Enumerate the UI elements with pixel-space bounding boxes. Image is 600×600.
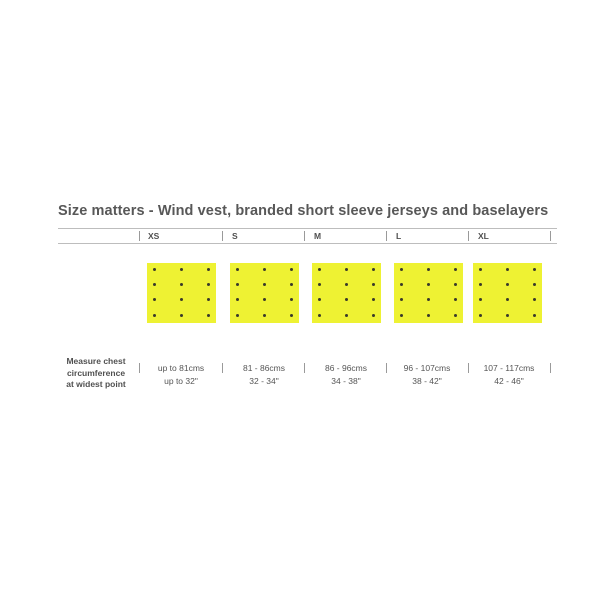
swatch-dot — [263, 283, 266, 286]
swatch-dot — [506, 283, 509, 286]
swatch-dot — [400, 283, 403, 286]
size-label-l: L — [396, 231, 402, 241]
swatch-dot — [263, 268, 266, 271]
size-label-s: S — [232, 231, 238, 241]
swatch-dot — [290, 268, 293, 271]
swatch-xs — [147, 263, 216, 323]
measure-inch: 38 - 42" — [412, 375, 442, 386]
swatch-dot — [318, 298, 321, 301]
swatch-dot — [207, 268, 210, 271]
measure-s — [224, 362, 304, 387]
swatch-dot — [427, 268, 430, 271]
swatch-dot — [454, 298, 457, 301]
header-top-rule — [58, 228, 557, 229]
swatch-dot — [372, 314, 375, 317]
swatch-dot — [236, 268, 239, 271]
swatch-dot — [427, 283, 430, 286]
swatch-dot — [318, 268, 321, 271]
swatch-dot — [180, 268, 183, 271]
swatch-dot — [345, 314, 348, 317]
swatch-dot — [207, 298, 210, 301]
swatch-dot — [454, 283, 457, 286]
swatch-dot — [454, 268, 457, 271]
column-divider — [550, 231, 551, 241]
measure-cm: up to 81cms — [157, 363, 205, 373]
row-divider — [139, 363, 140, 373]
swatch-dot — [153, 283, 156, 286]
swatch-dot — [290, 298, 293, 301]
column-divider — [222, 231, 223, 241]
swatch-dot — [236, 314, 239, 317]
measure-cm: 86 - 96cms — [324, 363, 368, 373]
measure-label — [52, 356, 140, 391]
chart-title: Size matters - Wind vest, branded short sleeve jerseys and baselayers — [58, 203, 549, 219]
swatch-dot — [533, 314, 536, 317]
swatch-dot — [479, 314, 482, 317]
measure-inch: 34 - 38" — [331, 375, 361, 386]
measure-xl — [469, 362, 549, 387]
swatch-dot — [372, 283, 375, 286]
swatch-dot — [236, 283, 239, 286]
size-label-xl: XL — [478, 231, 489, 241]
swatch-dot — [263, 314, 266, 317]
size-label-xs: XS — [148, 231, 160, 241]
swatch-dot — [236, 298, 239, 301]
column-divider — [468, 231, 469, 241]
measure-inch: 32 - 34" — [249, 375, 279, 386]
swatch-dot — [400, 298, 403, 301]
measure-label-line: at widest point — [66, 379, 126, 389]
measure-l — [387, 362, 467, 387]
swatch-dot — [427, 314, 430, 317]
swatch-dot — [400, 314, 403, 317]
swatch-s — [230, 263, 299, 323]
swatch-dot — [533, 283, 536, 286]
column-divider — [139, 231, 140, 241]
swatch-dot — [318, 283, 321, 286]
row-divider — [304, 363, 305, 373]
swatch-dot — [533, 298, 536, 301]
swatch-dot — [345, 298, 348, 301]
swatch-dot — [180, 314, 183, 317]
swatch-xl — [473, 263, 542, 323]
swatch-dot — [372, 298, 375, 301]
swatch-dot — [153, 268, 156, 271]
measure-inch: 42 - 46" — [494, 375, 524, 386]
swatch-dot — [479, 298, 482, 301]
swatch-dot — [345, 268, 348, 271]
measure-label-line: circumference — [66, 367, 126, 378]
swatch-dot — [345, 283, 348, 286]
measure-xs — [141, 362, 221, 387]
column-divider — [304, 231, 305, 241]
row-divider — [550, 363, 551, 373]
swatch-m — [312, 263, 381, 323]
swatch-dot — [180, 298, 183, 301]
swatch-dot — [153, 314, 156, 317]
swatch-dot — [207, 283, 210, 286]
swatch-dot — [290, 283, 293, 286]
swatch-dot — [290, 314, 293, 317]
swatch-dot — [479, 283, 482, 286]
swatch-dot — [180, 283, 183, 286]
swatch-dot — [506, 268, 509, 271]
measure-m — [306, 362, 386, 387]
column-divider — [386, 231, 387, 241]
swatch-dot — [506, 314, 509, 317]
swatch-dot — [318, 314, 321, 317]
swatch-dot — [263, 298, 266, 301]
row-divider — [222, 363, 223, 373]
swatch-dot — [454, 314, 457, 317]
swatch-dot — [479, 268, 482, 271]
swatch-dot — [427, 298, 430, 301]
measure-cm: 107 - 117cms — [483, 363, 535, 373]
measure-inch: up to 32" — [164, 375, 198, 386]
swatch-dot — [372, 268, 375, 271]
swatch-dot — [533, 268, 536, 271]
size-label-m: M — [314, 231, 322, 241]
header-bottom-rule — [58, 243, 557, 244]
swatch-dot — [207, 314, 210, 317]
swatch-l — [394, 263, 463, 323]
measure-label-line: Measure chest — [66, 356, 126, 366]
swatch-dot — [506, 298, 509, 301]
swatch-dot — [153, 298, 156, 301]
measure-cm: 81 - 86cms — [242, 363, 286, 373]
measure-cm: 96 - 107cms — [403, 363, 451, 373]
swatch-dot — [400, 268, 403, 271]
